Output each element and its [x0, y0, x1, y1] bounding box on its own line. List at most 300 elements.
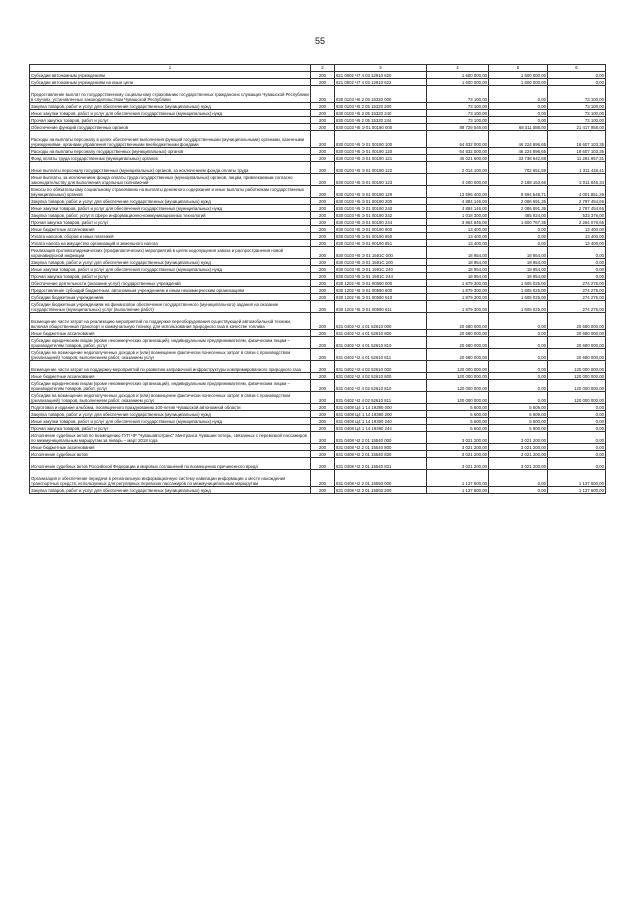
- table-row: [30, 470, 606, 487]
- table-row: [30, 380, 606, 392]
- line-item-name: Исполнение судебных актов по возмещению ГУП ЧР "Чувашавтотранс" Минтранса Чувашии потерь, связанных с перевозкой пассажиров по межмуниципальным маршрутам за январь – март 2018 года: [30, 432, 311, 444]
- executed-amount: 0,00: [489, 226, 548, 233]
- table-row: [30, 361, 606, 373]
- table-row: [30, 487, 606, 494]
- line-item-name: Иные бюджетные ассигнования: [30, 373, 311, 380]
- approved-amount: 89 729 546,00: [427, 124, 489, 131]
- line-code: 200: [311, 470, 335, 487]
- executed-amount: 1 600 000,00: [489, 79, 548, 86]
- executed-amount: 3 021 200,00: [489, 444, 548, 451]
- line-item-name: Субсидии бюджетным учреждениям: [30, 294, 311, 301]
- unexecuted-amount: 20 680 000,00: [548, 313, 606, 330]
- executed-amount: 5 609,00: [489, 404, 548, 411]
- unexecuted-amount: 2 797 454,65: [548, 198, 606, 205]
- unexecuted-amount: 1 137 600,00: [548, 470, 606, 487]
- budget-classification-code: 830 0103 Ч5 Э 01 00190 121: [335, 155, 427, 162]
- table-row: [30, 148, 606, 155]
- line-code: 200: [311, 124, 335, 131]
- budget-classification-code: 830 0103 Ч5 Э 01 00190 000: [335, 124, 427, 131]
- line-item-name: Исполнение судебных актов: [30, 451, 311, 458]
- approved-amount: 1 137 600,00: [427, 487, 489, 494]
- line-code: 200: [311, 186, 335, 198]
- line-item-name: Уплата налога на имущество организаций и земельного налога: [30, 240, 311, 247]
- unexecuted-amount: 0,00: [548, 247, 606, 259]
- table-row: [30, 280, 606, 287]
- unexecuted-amount: 0,00: [548, 72, 606, 79]
- executed-amount: 0,00: [489, 373, 548, 380]
- approved-amount: 2 014 100,00: [427, 162, 489, 174]
- executed-amount: 1 605 025,00: [489, 294, 548, 301]
- unexecuted-amount: 2 264 078,65: [548, 219, 606, 226]
- approved-amount: 20 680 000,00: [427, 337, 489, 349]
- budget-classification-code: 831 0402 Ч2 4 02 52610 000: [335, 361, 427, 373]
- line-code: 200: [311, 487, 335, 494]
- unexecuted-amount: 0,00: [548, 79, 606, 86]
- line-code: 200: [311, 337, 335, 349]
- approved-amount: 120 000 000,00: [427, 392, 489, 404]
- approved-amount: 45 021 600,00: [427, 155, 489, 162]
- line-item-name: Исполнение судебных актов Российской Федерации и мировых соглашений по возмещению причиненного вреда: [30, 458, 311, 470]
- budget-classification-code: 831 0402 Ч2 4 01 52610 810: [335, 337, 427, 349]
- line-code: 200: [311, 219, 335, 226]
- budget-classification-code: 830 0103 Ч5 Э 01 1591C 000: [335, 247, 427, 259]
- table-row: [30, 432, 606, 444]
- line-code: 200: [311, 131, 335, 148]
- line-item-name: Закупка товаров, работ, услуг в сфере информационно-коммуникационных технологий: [30, 212, 311, 219]
- unexecuted-amount: 13 400,00: [548, 226, 606, 233]
- line-item-name: Иные закупки товаров, работ и услуг для обеспечения государственных (муниципальных) нужд: [30, 266, 311, 273]
- unexecuted-amount: 2 011 846,34: [548, 174, 606, 186]
- page-number: 55: [314, 36, 325, 46]
- table-row: [30, 301, 606, 313]
- line-item-name: Иные бюджетные ассигнования: [30, 444, 311, 451]
- budget-classification-code: 830 0103 Ч5 Э 01 00190 240: [335, 205, 427, 212]
- executed-amount: 2 086 691,35: [489, 198, 548, 205]
- table-row: [30, 162, 606, 174]
- column-header-6: 6: [548, 65, 606, 72]
- line-item-name: Иные выплаты, за исключением фонда оплаты труда государственных (муниципальных) органов, лицам, привлекаемым согласно законодательству для выполнения отдельных полномочий: [30, 174, 311, 186]
- unexecuted-amount: 274 275,00: [548, 301, 606, 313]
- table-row: [30, 287, 606, 294]
- budget-classification-code: 830 0103 Ч5 2 05 15320 240: [335, 110, 427, 117]
- line-code: 200: [311, 72, 335, 79]
- approved-amount: 20 680 000,00: [427, 330, 489, 337]
- line-code: 200: [311, 418, 335, 425]
- budget-classification-code: 830 0103 Ч5 Э 01 00190 129: [335, 186, 427, 198]
- line-item-name: Организация и обеспечение передачи в региональную информационную систему навигации информации о месте нахождения транспортных средств, используемых для регулярных перевозок пассажиров по межмуниципальным маршрутам: [30, 470, 311, 487]
- executed-amount: 9 594 548,71: [489, 186, 548, 198]
- budget-classification-code: 831 0408 Ч2 2 01 15550 000: [335, 470, 427, 487]
- line-item-name: Подготовка и издание альбома, посвященного празднованию 100-летия Чувашской автономной области: [30, 404, 311, 411]
- table-row: [30, 425, 606, 432]
- line-code: 200: [311, 233, 335, 240]
- line-code: 200: [311, 162, 335, 174]
- line-code: 200: [311, 301, 335, 313]
- unexecuted-amount: 0,00: [548, 444, 606, 451]
- table-row: [30, 392, 606, 404]
- column-header-5: 5: [489, 65, 548, 72]
- approved-amount: 73 100,00: [427, 86, 489, 103]
- executed-amount: 0,00: [489, 337, 548, 349]
- unexecuted-amount: 274 275,00: [548, 287, 606, 294]
- line-item-name: Закупка товаров, работ и услуг для обеспечения государственных (муниципальных) нужд: [30, 259, 311, 266]
- budget-classification-code: 830 0103 Ч5 2 05 15320 000: [335, 86, 427, 103]
- approved-amount: 18 954,00: [427, 259, 489, 266]
- line-code: 200: [311, 79, 335, 86]
- executed-amount: 0,00: [489, 392, 548, 404]
- line-item-name: Обеспечение функций государственных органов: [30, 124, 311, 131]
- executed-amount: 46 224 896,65: [489, 148, 548, 155]
- budget-classification-code: 831 0408 Ч2 2 01 15540 830: [335, 451, 427, 458]
- line-code: 200: [311, 411, 335, 418]
- approved-amount: 18 954,00: [427, 247, 489, 259]
- line-item-name: Прочая закупка товаров, работ и услуг: [30, 117, 311, 124]
- table-row: [30, 219, 606, 226]
- line-item-name: Закупка товаров, работ и услуг для обеспечения государственных (муниципальных) нужд: [30, 103, 311, 110]
- executed-amount: 0,00: [489, 86, 548, 103]
- table-row: [30, 205, 606, 212]
- line-code: 200: [311, 330, 335, 337]
- approved-amount: 73 100,00: [427, 110, 489, 117]
- budget-classification-code: 830 1202 Ч5 Э 01 00590 600: [335, 287, 427, 294]
- line-code: 200: [311, 373, 335, 380]
- executed-amount: 0,00: [489, 103, 548, 110]
- executed-amount: 18 954,00: [489, 273, 548, 280]
- line-code: 200: [311, 86, 335, 103]
- table-row: [30, 103, 606, 110]
- approved-amount: 4 884 146,00: [427, 205, 489, 212]
- budget-classification-code: 830 0103 Ч5 Э 01 1591C 240: [335, 266, 427, 273]
- budget-classification-code: 830 0103 Ч5 Э 01 00190 800: [335, 226, 427, 233]
- line-item-name: Уплата налогов, сборов и иных платежей: [30, 233, 311, 240]
- executed-amount: 485 924,00: [489, 212, 548, 219]
- table-row: [30, 117, 606, 124]
- budget-classification-code: 830 0103 Ч5 Э 01 00190 242: [335, 212, 427, 219]
- executed-amount: 0,00: [489, 349, 548, 361]
- executed-amount: 68 311 588,00: [489, 124, 548, 131]
- unexecuted-amount: 120 000 000,00: [548, 380, 606, 392]
- table-row: [30, 186, 606, 198]
- table-row: [30, 155, 606, 162]
- line-item-name: Субсидии автономным учреждениям на иные цели: [30, 79, 311, 86]
- unexecuted-amount: 0,00: [548, 404, 606, 411]
- line-code: 200: [311, 212, 335, 219]
- table-row: [30, 79, 606, 86]
- line-code: 200: [311, 155, 335, 162]
- budget-classification-code: 831 0408 Ц4 1 14 19390 200: [335, 411, 427, 418]
- unexecuted-amount: 120 000 000,00: [548, 373, 606, 380]
- table-row: [30, 259, 606, 266]
- executed-amount: 18 954,00: [489, 266, 548, 273]
- line-code: 200: [311, 226, 335, 233]
- line-item-name: Иные бюджетные ассигнования: [30, 226, 311, 233]
- table-row: [30, 330, 606, 337]
- approved-amount: 1 879 300,00: [427, 287, 489, 294]
- executed-amount: 18 954,00: [489, 259, 548, 266]
- table-row: [30, 451, 606, 458]
- unexecuted-amount: 274 275,00: [548, 294, 606, 301]
- unexecuted-amount: 0,00: [548, 432, 606, 444]
- table-row: [30, 266, 606, 273]
- executed-amount: 2 188 153,66: [489, 174, 548, 186]
- unexecuted-amount: 18 607 103,35: [548, 131, 606, 148]
- approved-amount: 1 600 000,00: [427, 72, 489, 79]
- executed-amount: 0,00: [489, 330, 548, 337]
- budget-classification-code: 830 1202 Ч5 Э 01 00590 000: [335, 280, 427, 287]
- line-item-name: Взносы по обязательному социальному страхованию на выплаты денежного содержания и иные выплаты работникам государственных (муниципальных) органов: [30, 186, 311, 198]
- unexecuted-amount: 2 797 454,65: [548, 205, 606, 212]
- line-item-name: Расходы на выплаты персоналу государственных (муниципальных) органов: [30, 148, 311, 155]
- line-code: 200: [311, 247, 335, 259]
- budget-classification-code: 830 0103 Ч5 Э 01 1591C 244: [335, 273, 427, 280]
- unexecuted-amount: 120 000 000,00: [548, 392, 606, 404]
- executed-amount: 0,00: [489, 110, 548, 117]
- line-item-name: Возмещение части затрат на реализацию мероприятий по поддержке переоборудования существующей автомобильной техники, включая общественный транспорт и коммунальную технику, для использования природного газа в качестве топлива: [30, 313, 311, 330]
- column-header-3: 3: [335, 65, 427, 72]
- line-code: 200: [311, 349, 335, 361]
- approved-amount: 3 021 200,00: [427, 444, 489, 451]
- executed-amount: 0,00: [489, 313, 548, 330]
- unexecuted-amount: 4 001 851,29: [548, 186, 606, 198]
- budget-classification-code: 830 0103 Ч5 Э 01 00190 244: [335, 219, 427, 226]
- budget-classification-code: 821 0502 Ч7 4 03 12910 620: [335, 72, 427, 79]
- line-item-name: Предоставление субсидий бюджетным, автономным учреждениям и иным некоммерческим организациям: [30, 287, 311, 294]
- line-code: 200: [311, 444, 335, 451]
- approved-amount: 1 018 300,00: [427, 212, 489, 219]
- executed-amount: 2 086 691,35: [489, 205, 548, 212]
- line-code: 200: [311, 294, 335, 301]
- line-item-name: Возмещение части затрат на поддержку мероприятий по развитию заправочной инфраструктуры компримированного природного газа: [30, 361, 311, 373]
- budget-classification-code: 830 1202 Ч5 Э 01 00590 610: [335, 294, 427, 301]
- executed-amount: 46 224 896,65: [489, 131, 548, 148]
- approved-amount: 1 879 300,00: [427, 280, 489, 287]
- line-item-name: Субсидии юридическим лицам (кроме некоммерческих организаций), индивидуальным предпринимателям, физическим лицам – производителям товаров, работ, услуг: [30, 337, 311, 349]
- executed-amount: 1 605 025,00: [489, 301, 548, 313]
- budget-classification-code: 831 0402 Ч2 4 01 52610 811: [335, 349, 427, 361]
- budget-classification-code: 831 0408 Ч2 2 01 15540 831: [335, 458, 427, 470]
- line-item-name: Субсидии бюджетным учреждениям на финансовое обеспечение государственного (муниципального) задания на оказание государственных (муниципальных) услуг (выполнение работ): [30, 301, 311, 313]
- approved-amount: 5 600,00: [427, 404, 489, 411]
- table-row: [30, 131, 606, 148]
- executed-amount: 1 600 767,35: [489, 219, 548, 226]
- line-code: 200: [311, 361, 335, 373]
- unexecuted-amount: 13 400,00: [548, 240, 606, 247]
- budget-classification-code: 830 0103 Ч5 Э 01 00190 122: [335, 162, 427, 174]
- budget-classification-code: 831 0408 Ц4 1 14 19390 000: [335, 404, 427, 411]
- unexecuted-amount: 73 100,00: [548, 117, 606, 124]
- line-code: 200: [311, 174, 335, 186]
- column-header-4: 4: [427, 65, 489, 72]
- line-code: 200: [311, 259, 335, 266]
- budget-classification-code: 830 0103 Ч5 2 05 15320 200: [335, 103, 427, 110]
- approved-amount: 18 954,00: [427, 266, 489, 273]
- budget-classification-code: 831 0402 Ч2 4 01 52610 800: [335, 330, 427, 337]
- column-number-row: [30, 65, 606, 72]
- table-row: [30, 294, 606, 301]
- executed-amount: 1 605 025,00: [489, 287, 548, 294]
- approved-amount: 13 400,00: [427, 233, 489, 240]
- line-item-name: Фонд оплаты труда государственных (муниципальных) органов: [30, 155, 311, 162]
- table-row: [30, 240, 606, 247]
- executed-amount: 0,00: [489, 117, 548, 124]
- approved-amount: 18 954,00: [427, 273, 489, 280]
- executed-amount: 0,00: [489, 470, 548, 487]
- budget-classification-code: 831 0402 Ч2 4 01 52610 000: [335, 313, 427, 330]
- approved-amount: 64 832 000,00: [427, 148, 489, 155]
- executed-amount: 0,00: [489, 487, 548, 494]
- unexecuted-amount: 18 607 103,35: [548, 148, 606, 155]
- unexecuted-amount: 73 100,00: [548, 110, 606, 117]
- budget-classification-code: 831 0408 Ч2 2 01 15550 200: [335, 487, 427, 494]
- line-item-name: Закупка товаров, работ и услуг для обеспечения государственных (муниципальных) нужд: [30, 411, 311, 418]
- approved-amount: 1 879 300,00: [427, 301, 489, 313]
- line-code: 200: [311, 432, 335, 444]
- table-row: [30, 226, 606, 233]
- unexecuted-amount: 20 680 000,00: [548, 330, 606, 337]
- line-code: 200: [311, 198, 335, 205]
- unexecuted-amount: 0,00: [548, 273, 606, 280]
- table-row: [30, 72, 606, 79]
- unexecuted-amount: 0,00: [548, 266, 606, 273]
- unexecuted-amount: 0,00: [548, 259, 606, 266]
- executed-amount: 3 021 200,00: [489, 432, 548, 444]
- line-item-name: Субсидии юридическим лицам (кроме некоммерческих организаций), индивидуальным предпринимателям, физическим лицам – производителям товаров, работ, услуг: [30, 380, 311, 392]
- approved-amount: 5 600,00: [427, 411, 489, 418]
- line-code: 200: [311, 273, 335, 280]
- approved-amount: 20 680 000,00: [427, 313, 489, 330]
- unexecuted-amount: 73 100,00: [548, 86, 606, 103]
- unexecuted-amount: 1 137 600,00: [548, 487, 606, 494]
- approved-amount: 20 680 000,00: [427, 349, 489, 361]
- approved-amount: 13 400,00: [427, 226, 489, 233]
- unexecuted-amount: 21 417 958,00: [548, 124, 606, 131]
- approved-amount: 1 879 300,00: [427, 294, 489, 301]
- table-row: [30, 124, 606, 131]
- executed-amount: 0,00: [489, 361, 548, 373]
- unexecuted-amount: 1 311 448,41: [548, 162, 606, 174]
- table-row: [30, 110, 606, 117]
- table-row: [30, 411, 606, 418]
- line-item-name: Субсидии на возмещение недополученных доходов и (или) возмещение фактически понесенных затрат в связи с производством (реализацией) товаров, выполнением работ, оказанием услуг: [30, 349, 311, 361]
- budget-classification-code: 831 0408 Ц4 1 14 19390 244: [335, 425, 427, 432]
- table-row: [30, 233, 606, 240]
- approved-amount: 3 021 200,00: [427, 432, 489, 444]
- line-item-name: Прочая закупка товаров, работ и услуг: [30, 273, 311, 280]
- table-row: [30, 212, 606, 219]
- table-row: [30, 198, 606, 205]
- unexecuted-amount: 0,00: [548, 418, 606, 425]
- line-code: 200: [311, 205, 335, 212]
- line-code: 200: [311, 117, 335, 124]
- table-row: [30, 373, 606, 380]
- approved-amount: 73 100,00: [427, 103, 489, 110]
- line-code: 200: [311, 458, 335, 470]
- budget-classification-code: 831 0408 Ч2 2 01 15540 000: [335, 432, 427, 444]
- budget-classification-code: 831 0402 Ч2 4 02 52610 800: [335, 373, 427, 380]
- table-row: [30, 273, 606, 280]
- budget-classification-code: 831 0408 Ц4 1 14 19390 240: [335, 418, 427, 425]
- budget-classification-code: 831 0408 Ч2 2 01 15540 800: [335, 444, 427, 451]
- executed-amount: 1 600 000,00: [489, 72, 548, 79]
- line-code: 200: [311, 266, 335, 273]
- line-code: 200: [311, 110, 335, 117]
- unexecuted-amount: 73 100,00: [548, 103, 606, 110]
- approved-amount: 4 884 146,00: [427, 198, 489, 205]
- unexecuted-amount: 0,00: [548, 425, 606, 432]
- approved-amount: 3 021 200,00: [427, 451, 489, 458]
- approved-amount: 3 021 200,00: [427, 458, 489, 470]
- approved-amount: 13 400,00: [427, 240, 489, 247]
- approved-amount: 5 600,00: [427, 418, 489, 425]
- line-code: 200: [311, 103, 335, 110]
- executed-amount: 0,00: [489, 240, 548, 247]
- executed-amount: 3 021 200,00: [489, 451, 548, 458]
- table-row: [30, 313, 606, 330]
- executed-amount: 5 600,00: [489, 425, 548, 432]
- line-item-name: Иные закупки товаров, работ и услуг для обеспечения государственных (муниципальных) нужд: [30, 110, 311, 117]
- executed-amount: 1 605 025,00: [489, 280, 548, 287]
- line-item-name: Расходы на выплаты персоналу в целях обеспечения выполнения функций государственными (муниципальными) органами, казенными учреждениями, органами управления государственными внебюджетными фондами: [30, 131, 311, 148]
- line-code: 200: [311, 392, 335, 404]
- budget-classification-code: 831 0402 Ч2 4 02 52610 811: [335, 392, 427, 404]
- unexecuted-amount: 0,00: [548, 451, 606, 458]
- line-item-name: Субсидии на возмещение недополученных доходов и (или) возмещение фактически понесенных затрат в связи с производством (реализацией) товаров, выполнением работ, оказанием услуг: [30, 392, 311, 404]
- table-row: [30, 458, 606, 470]
- executed-amount: 0,00: [489, 380, 548, 392]
- approved-amount: 4 200 000,00: [427, 174, 489, 186]
- table-row: [30, 86, 606, 103]
- column-header-2: 2: [311, 65, 335, 72]
- line-code: 200: [311, 313, 335, 330]
- unexecuted-amount: 0,00: [548, 411, 606, 418]
- approved-amount: 13 596 400,00: [427, 186, 489, 198]
- approved-amount: 3 864 846,00: [427, 219, 489, 226]
- table-row: [30, 349, 606, 361]
- line-code: 200: [311, 280, 335, 287]
- budget-classification-code: 831 0402 Ч2 4 02 52610 810: [335, 380, 427, 392]
- approved-amount: 73 100,00: [427, 117, 489, 124]
- line-item-name: Прочая закупка товаров, работ и услуг: [30, 425, 311, 432]
- budget-classification-code: 821 0502 Ч7 4 03 12910 622: [335, 79, 427, 86]
- line-item-name: Иные бюджетные ассигнования: [30, 330, 311, 337]
- line-code: 200: [311, 380, 335, 392]
- line-item-name: Обеспечение деятельности (оказание услуг) государственных учреждений: [30, 280, 311, 287]
- executed-amount: 5 600,00: [489, 418, 548, 425]
- budget-classification-code: 830 0103 Ч5 Э 01 00190 200: [335, 198, 427, 205]
- unexecuted-amount: 13 400,00: [548, 233, 606, 240]
- line-code: 200: [311, 287, 335, 294]
- column-header-1: 1: [30, 65, 311, 72]
- table-body: [30, 65, 606, 494]
- budget-classification-code: 830 0103 Ч5 Э 01 00190 851: [335, 240, 427, 247]
- unexecuted-amount: 11 281 957,31: [548, 155, 606, 162]
- approved-amount: 1 137 600,00: [427, 470, 489, 487]
- budget-classification-code: 830 1202 Ч5 Э 01 00590 611: [335, 301, 427, 313]
- unexecuted-amount: 533 376,00: [548, 212, 606, 219]
- table-row: [30, 418, 606, 425]
- table-row: [30, 174, 606, 186]
- executed-amount: 702 651,59: [489, 162, 548, 174]
- unexecuted-amount: 0,00: [548, 458, 606, 470]
- line-code: 200: [311, 404, 335, 411]
- executed-amount: 18 954,00: [489, 247, 548, 259]
- unexecuted-amount: 20 680 000,00: [548, 349, 606, 361]
- line-item-name: Закупка товаров, работ и услуг для обеспечения государственных (муниципальных) нужд: [30, 198, 311, 205]
- budget-classification-code: 830 0103 Ч5 2 05 15320 244: [335, 117, 427, 124]
- budget-classification-code: 830 0103 Ч5 Э 01 00190 100: [335, 131, 427, 148]
- table-row: [30, 404, 606, 411]
- unexecuted-amount: 20 680 000,00: [548, 337, 606, 349]
